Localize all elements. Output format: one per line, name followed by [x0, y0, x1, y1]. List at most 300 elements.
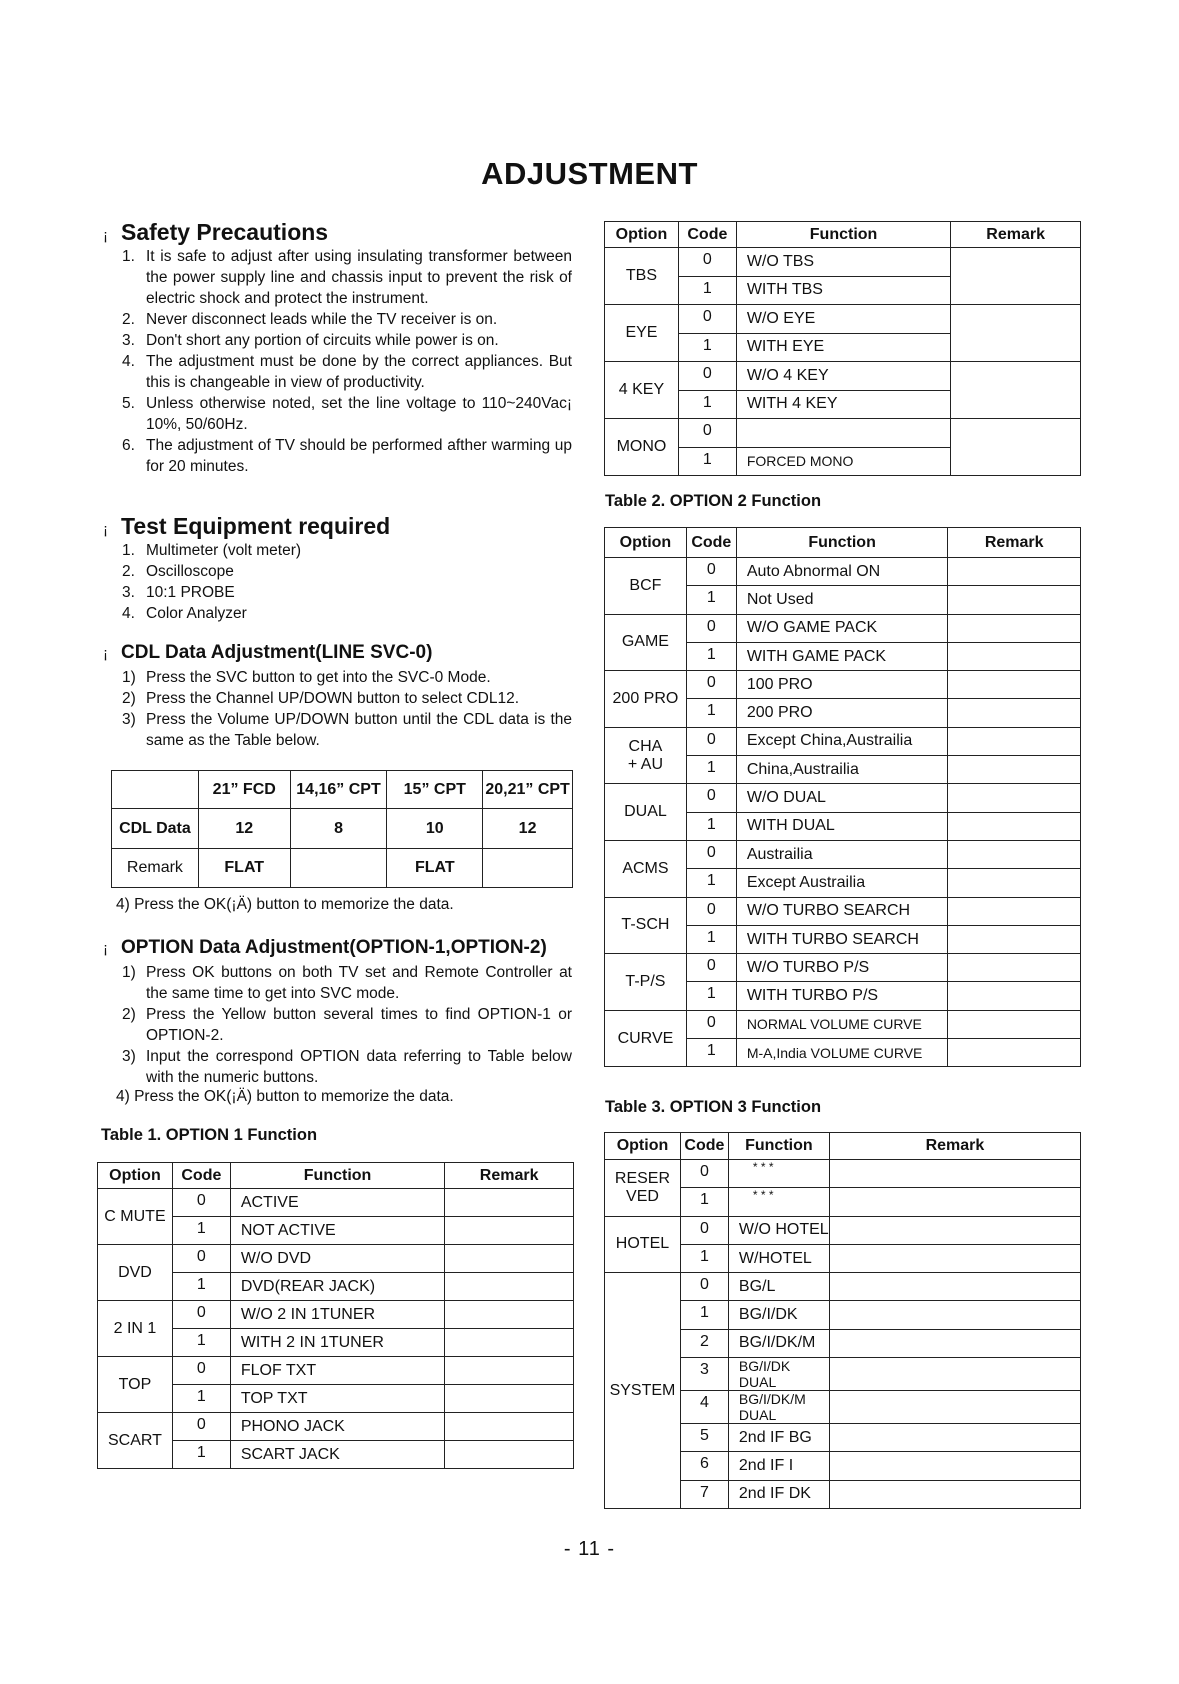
header-function: Function — [230, 1163, 444, 1189]
function-cell: M-A,India VOLUME CURVE — [736, 1039, 948, 1067]
remark-cell — [829, 1358, 1080, 1391]
option-cell — [605, 1010, 687, 1067]
list-item — [122, 688, 572, 709]
table-row — [605, 1010, 1081, 1038]
equipment-heading — [103, 513, 390, 540]
option-name: ACMS — [622, 859, 669, 877]
list-text: Press the Volume UP/DOWN button until the CDL data is the same as the Table below. — [146, 711, 572, 749]
header-remark: Remark — [829, 1133, 1080, 1160]
function-cell: W/O 2 IN 1TUNER — [230, 1301, 444, 1329]
list-item — [122, 603, 572, 624]
remark-cell — [829, 1391, 1080, 1424]
code-cell: 0 — [678, 362, 736, 391]
list-item — [122, 246, 572, 309]
option-name: + AU — [627, 755, 663, 773]
remark-cell — [445, 1357, 574, 1385]
list-item — [122, 561, 572, 582]
function-cell: 2nd IF I — [728, 1452, 829, 1480]
remark-cell — [948, 1010, 1081, 1038]
list-number: 3) — [122, 1048, 136, 1065]
option-cell — [605, 727, 687, 784]
code-cell: 1 — [678, 390, 736, 419]
cdl-cell — [483, 849, 573, 888]
function-cell: WITH EYE — [736, 333, 950, 362]
list-text: Never disconnect leads while the TV receiver is on. — [146, 311, 498, 328]
option-name: SCART — [107, 1431, 162, 1449]
option-heading — [103, 937, 547, 959]
function-cell: W/O GAME PACK — [736, 614, 948, 642]
option-cell — [605, 614, 687, 671]
header-code: Code — [680, 1133, 728, 1160]
remark-cell — [948, 614, 1081, 642]
remark-cell — [445, 1329, 574, 1357]
function-cell — [736, 419, 950, 448]
function-cell: FLOF TXT — [230, 1357, 444, 1385]
list-text: Multimeter (volt meter) — [146, 542, 302, 559]
code-cell: 4 — [680, 1391, 728, 1424]
list-number: 2) — [122, 690, 136, 707]
function-cell: SCART JACK — [230, 1441, 444, 1469]
cdl-data-row — [112, 809, 573, 849]
option-name: TBS — [625, 267, 658, 284]
option-name: EYE — [625, 324, 658, 341]
remark-cell — [951, 362, 1081, 419]
remark-cell — [829, 1329, 1080, 1357]
code-cell: 0 — [680, 1216, 728, 1244]
remark-cell — [829, 1216, 1080, 1244]
list-item — [122, 330, 572, 351]
option-name: 200 PRO — [612, 689, 679, 707]
option-cell — [605, 419, 679, 476]
list-number: 1. — [122, 542, 135, 559]
table-row — [605, 419, 1081, 448]
list-text: Color Analyzer — [146, 605, 247, 622]
function-cell: * * * — [728, 1188, 829, 1216]
option-name: SYSTEM — [609, 1381, 676, 1399]
option-cell — [605, 558, 687, 615]
list-number: 2. — [122, 311, 135, 328]
option-name: BCF — [629, 576, 662, 594]
code-cell: 0 — [678, 305, 736, 334]
cdl-header-cell: 20,21” CPT — [483, 771, 573, 809]
option-cell — [605, 671, 687, 728]
remark-cell — [948, 727, 1081, 755]
option-name: TOP — [118, 1375, 152, 1393]
cdl-cell: 12 — [483, 809, 573, 849]
function-cell: WITH 4 KEY — [736, 390, 950, 419]
option-cell — [605, 1216, 681, 1273]
code-cell: 1 — [172, 1217, 230, 1245]
table-row — [605, 614, 1081, 642]
remark-cell — [948, 897, 1081, 925]
table-row — [98, 1245, 574, 1273]
cdl-header-cell: 14,16” CPT — [290, 771, 387, 809]
function-cell: ACTIVE — [230, 1189, 444, 1217]
header-option: Option — [605, 222, 679, 248]
table-row — [605, 1160, 1081, 1188]
table1-caption: Table 1. OPTION 1 Function — [101, 1126, 318, 1144]
bullet-mark: ¡ — [103, 227, 108, 244]
option-cell — [605, 784, 687, 841]
code-cell: 0 — [678, 419, 736, 448]
option-name: RESER — [614, 1169, 671, 1187]
code-cell: 0 — [172, 1189, 230, 1217]
function-cell: Austrailia — [736, 840, 948, 868]
table-row — [605, 840, 1081, 868]
code-cell: 1 — [172, 1329, 230, 1357]
option-name: DVD — [118, 1263, 152, 1281]
remark-cell — [829, 1160, 1080, 1188]
cdl-cell — [290, 849, 387, 888]
code-cell: 1 — [680, 1301, 728, 1329]
list-text: Input the correspond OPTION data referring to Table below with the numeric buttons. — [146, 1048, 572, 1086]
code-cell: 1 — [680, 1188, 728, 1216]
list-number: 4. — [122, 353, 135, 370]
header-remark: Remark — [951, 222, 1081, 248]
code-cell: 6 — [680, 1452, 728, 1480]
function-cell: 2nd IF BG — [728, 1424, 829, 1452]
code-cell: 0 — [686, 558, 736, 586]
cdl-list — [122, 667, 572, 751]
code-cell: 0 — [172, 1301, 230, 1329]
safety-list — [122, 246, 572, 477]
bullet-mark: ¡ — [103, 940, 108, 957]
list-item — [122, 667, 572, 688]
safety-heading — [103, 219, 328, 246]
option-cell — [98, 1413, 173, 1469]
list-number: 6. — [122, 437, 135, 454]
remark-cell — [951, 248, 1081, 305]
function-cell: WITH TURBO SEARCH — [736, 925, 948, 953]
remark-cell — [445, 1301, 574, 1329]
cdl-cell: 8 — [290, 809, 387, 849]
function-cell: WITH DUAL — [736, 812, 948, 840]
option-name: CURVE — [617, 1029, 674, 1047]
list-text: It is safe to adjust after using insulating transformer between the power supply line and chassis input to prevent the risk of electric shock and protect the instrument. — [146, 248, 572, 307]
code-cell: 0 — [686, 784, 736, 812]
code-cell: 2 — [680, 1329, 728, 1357]
table-row — [605, 1273, 1081, 1301]
function-cell: TOP TXT — [230, 1385, 444, 1413]
header-remark: Remark — [445, 1163, 574, 1189]
table3-caption: Table 3. OPTION 3 Function — [605, 1098, 822, 1116]
function-cell: BG/I/DK/M DUAL — [728, 1391, 829, 1424]
function-cell: * * * — [728, 1160, 829, 1188]
list-number: 4. — [122, 605, 135, 622]
option-name: 4 KEY — [618, 381, 665, 398]
list-text: Don't short any portion of circuits while power is on. — [146, 332, 499, 349]
bullet-mark: ¡ — [103, 645, 108, 662]
function-cell: DVD(REAR JACK) — [230, 1273, 444, 1301]
table-header-row — [605, 1133, 1081, 1160]
function-cell: Auto Abnormal ON — [736, 558, 948, 586]
code-cell: 0 — [686, 614, 736, 642]
function-cell: W/O EYE — [736, 305, 950, 334]
header-option: Option — [605, 1133, 681, 1160]
code-cell: 1 — [678, 447, 736, 476]
list-item — [122, 1046, 572, 1088]
remark-cell — [829, 1424, 1080, 1452]
list-number: 3. — [122, 332, 135, 349]
code-cell: 1 — [680, 1244, 728, 1272]
function-cell: W/O DVD — [230, 1245, 444, 1273]
code-cell: 0 — [680, 1273, 728, 1301]
function-cell: W/O DUAL — [736, 784, 948, 812]
page-title: ADJUSTMENT — [481, 156, 698, 191]
code-cell: 0 — [172, 1413, 230, 1441]
list-number: 2) — [122, 1006, 136, 1023]
code-cell: 1 — [686, 869, 736, 897]
option-name: MONO — [616, 438, 667, 455]
remark-cell — [948, 671, 1081, 699]
function-cell: BG/I/DK/M — [728, 1329, 829, 1357]
remark-cell — [445, 1441, 574, 1469]
remark-cell — [948, 840, 1081, 868]
list-number: 1. — [122, 248, 135, 265]
table-row — [605, 897, 1081, 925]
function-cell: FORCED MONO — [736, 447, 950, 476]
list-item — [122, 709, 572, 751]
list-item — [122, 393, 572, 435]
code-cell: 0 — [686, 1010, 736, 1038]
table2-caption: Table 2. OPTION 2 Function — [605, 492, 822, 510]
page-number: - 11 - — [563, 1538, 616, 1560]
list-text: Press the Yellow button several times to find OPTION-1 or OPTION-2. — [146, 1006, 572, 1044]
cdl-cell: FLAT — [198, 849, 290, 888]
cdl-header-row — [112, 771, 573, 809]
table-row — [98, 1301, 574, 1329]
function-cell: WITH GAME PACK — [736, 642, 948, 670]
option-note: 4) Press the OK(¡Ä) button to memorize the data. — [116, 1088, 454, 1105]
header-option: Option — [605, 528, 687, 558]
code-cell: 0 — [686, 671, 736, 699]
code-cell: 1 — [686, 699, 736, 727]
cdl-header-cell — [112, 771, 199, 809]
cdl-remark-row — [112, 849, 573, 888]
option-cell — [98, 1301, 173, 1357]
option-cell — [98, 1245, 173, 1301]
list-item — [122, 540, 572, 561]
header-code: Code — [678, 222, 736, 248]
table2 — [604, 527, 1081, 1067]
function-cell: PHONO JACK — [230, 1413, 444, 1441]
code-cell: 0 — [172, 1357, 230, 1385]
function-cell: W/O HOTEL — [728, 1216, 829, 1244]
list-number: 1) — [122, 964, 136, 981]
option-cell — [605, 362, 679, 419]
cdl-note: 4) Press the OK(¡Ä) button to memorize the data. — [116, 896, 454, 913]
equipment-list — [122, 540, 572, 624]
option-name: GAME — [621, 633, 669, 651]
code-cell: 7 — [680, 1480, 728, 1508]
function-cell: 200 PRO — [736, 699, 948, 727]
table-row — [605, 558, 1081, 586]
option-name: HOTEL — [615, 1235, 670, 1253]
list-number: 2. — [122, 563, 135, 580]
table-row — [605, 784, 1081, 812]
remark-cell — [445, 1385, 574, 1413]
code-cell: 1 — [678, 276, 736, 305]
table-header-row — [605, 528, 1081, 558]
code-cell: 0 — [686, 954, 736, 982]
function-cell: BG/I/DK — [728, 1301, 829, 1329]
remark-cell — [948, 586, 1081, 614]
option-cell — [605, 954, 687, 1011]
code-cell: 5 — [680, 1424, 728, 1452]
function-cell: NORMAL VOLUME CURVE — [736, 1010, 948, 1038]
option-name: C MUTE — [104, 1207, 166, 1225]
function-cell: Not Used — [736, 586, 948, 614]
bullet-mark: ¡ — [103, 521, 108, 538]
function-cell: Except Austrailia — [736, 869, 948, 897]
list-number: 3. — [122, 584, 135, 601]
option-list — [122, 962, 572, 1088]
cdl-header-cell: 21” FCD — [198, 771, 290, 809]
function-cell: BG/I/DK DUAL — [728, 1358, 829, 1391]
function-cell: W/O TBS — [736, 248, 950, 277]
list-text: 10:1 PROBE — [146, 584, 235, 601]
remark-cell — [951, 419, 1081, 476]
remark-cell — [948, 869, 1081, 897]
function-cell: W/O TURBO P/S — [736, 954, 948, 982]
cdl-table — [111, 770, 573, 888]
code-cell: 1 — [172, 1273, 230, 1301]
code-cell: 1 — [686, 586, 736, 614]
header-function: Function — [736, 222, 950, 248]
cdl-heading-text: CDL Data Adjustment(LINE SVC-0) — [121, 642, 433, 663]
remark-cell — [445, 1273, 574, 1301]
option-cell — [98, 1357, 173, 1413]
function-cell: BG/L — [728, 1273, 829, 1301]
table-row — [605, 305, 1081, 334]
remark-cell — [445, 1217, 574, 1245]
function-cell: WITH TURBO P/S — [736, 982, 948, 1010]
remark-cell — [948, 982, 1081, 1010]
list-number: 5. — [122, 395, 135, 412]
function-cell: China,Austrailia — [736, 756, 948, 784]
cdl-cell: CDL Data — [112, 809, 199, 849]
remark-cell — [951, 305, 1081, 362]
remark-cell — [948, 812, 1081, 840]
table-row — [98, 1357, 574, 1385]
option-name: T-P/S — [625, 972, 666, 990]
option-cell — [605, 1160, 681, 1217]
header-code: Code — [686, 528, 736, 558]
function-cell: NOT ACTIVE — [230, 1217, 444, 1245]
remark-cell — [829, 1480, 1080, 1508]
remark-cell — [445, 1413, 574, 1441]
remark-cell — [948, 642, 1081, 670]
table-row — [605, 362, 1081, 391]
list-text: Oscilloscope — [146, 563, 234, 580]
table-row — [605, 671, 1081, 699]
function-cell: WITH 2 IN 1TUNER — [230, 1329, 444, 1357]
cdl-cell: Remark — [112, 849, 199, 888]
header-function: Function — [736, 528, 948, 558]
code-cell: 0 — [172, 1245, 230, 1273]
header-option: Option — [98, 1163, 173, 1189]
code-cell: 1 — [686, 982, 736, 1010]
remark-cell — [948, 1039, 1081, 1067]
table-row — [98, 1413, 574, 1441]
remark-cell — [445, 1189, 574, 1217]
code-cell: 1 — [686, 756, 736, 784]
option-heading-text: OPTION Data Adjustment(OPTION-1,OPTION-2) — [121, 937, 547, 958]
code-cell: 0 — [678, 248, 736, 277]
table3 — [604, 1132, 1081, 1509]
code-cell: 0 — [686, 727, 736, 755]
code-cell: 3 — [680, 1358, 728, 1391]
cdl-cell: FLAT — [387, 849, 483, 888]
table-header-row — [98, 1163, 574, 1189]
function-cell: W/O TURBO SEARCH — [736, 897, 948, 925]
list-item — [122, 351, 572, 393]
safety-heading-text: Safety Precautions — [121, 219, 329, 245]
remark-cell — [445, 1245, 574, 1273]
option-cell — [605, 1273, 681, 1509]
list-item — [122, 309, 572, 330]
list-number: 1) — [122, 669, 136, 686]
remark-cell — [948, 925, 1081, 953]
table1 — [97, 1162, 574, 1469]
list-item — [122, 962, 572, 1004]
remark-cell — [829, 1452, 1080, 1480]
function-cell: W/HOTEL — [728, 1244, 829, 1272]
table-row — [98, 1189, 574, 1217]
function-cell: WITH TBS — [736, 276, 950, 305]
code-cell: 0 — [680, 1160, 728, 1188]
remark-cell — [829, 1188, 1080, 1216]
option-name: 2 IN 1 — [113, 1319, 157, 1337]
list-text: The adjustment must be done by the correct appliances. But this is changeable in view of productivity. — [146, 353, 572, 391]
list-text: The adjustment of TV should be performed afther warming up for 20 minutes. — [146, 437, 572, 475]
remark-cell — [948, 784, 1081, 812]
remark-cell — [829, 1273, 1080, 1301]
option-name: T-SCH — [621, 916, 670, 934]
table-row — [605, 954, 1081, 982]
remark-cell — [829, 1244, 1080, 1272]
code-cell: 1 — [172, 1385, 230, 1413]
remark-cell — [948, 756, 1081, 784]
table-row — [605, 248, 1081, 277]
code-cell: 0 — [686, 897, 736, 925]
function-cell: W/O 4 KEY — [736, 362, 950, 391]
option-cell — [605, 897, 687, 954]
code-cell: 1 — [686, 925, 736, 953]
option-cell — [605, 840, 687, 897]
table-option-top — [604, 221, 1081, 476]
header-function: Function — [728, 1133, 829, 1160]
option-name: DUAL — [624, 803, 667, 821]
option-cell — [605, 248, 679, 305]
code-cell: 1 — [686, 642, 736, 670]
remark-cell — [948, 954, 1081, 982]
equipment-heading-text: Test Equipment required — [121, 513, 391, 539]
table-row — [605, 727, 1081, 755]
list-number: 3) — [122, 711, 136, 728]
cdl-heading — [103, 642, 432, 664]
cdl-header-cell: 15” CPT — [387, 771, 483, 809]
list-text: Unless otherwise noted, set the line voltage to 110~240Vac¡ 10%, 50/60Hz. — [146, 395, 572, 433]
list-text: Press OK buttons on both TV set and Remote Controller at the same time to get into SVC mode. — [146, 964, 572, 1002]
cdl-cell: 10 — [387, 809, 483, 849]
remark-cell — [829, 1301, 1080, 1329]
option-cell — [605, 305, 679, 362]
list-item — [122, 1004, 572, 1046]
table-row — [605, 1216, 1081, 1244]
code-cell: 1 — [686, 812, 736, 840]
remark-cell — [948, 558, 1081, 586]
